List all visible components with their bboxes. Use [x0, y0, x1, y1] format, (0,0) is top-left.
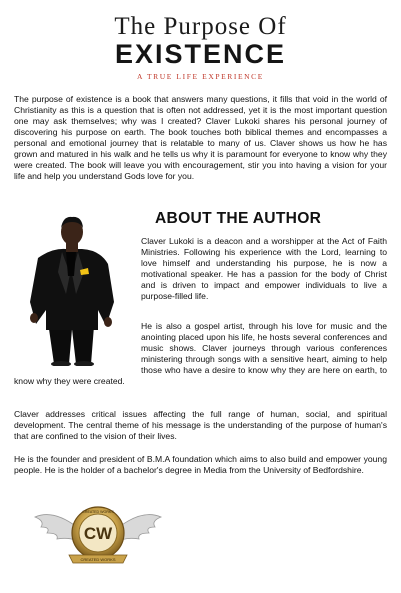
book-subtitle: A TRUE LIFE EXPERIENCE: [137, 72, 264, 81]
author-bio-paragraph-4: He is the founder and president of B.M.A foundation which aims to also build and empower young people. He is the holder of a bachelor's degree in Media from the University of Bedfordshire.: [14, 454, 387, 476]
photo-float-spacer: [14, 321, 141, 375]
about-author-heading: ABOUT THE AUTHOR: [155, 210, 322, 227]
book-description: The purpose of existence is a book that answers many questions, it fills that void in the world of Christianity as this is a question that is often not addressed, yet it is the most important question one may ask themselves; why was I created? Claver Lukoki shares his personal journey of discovering his purpose on earth. The book touches both biblical themes and encompasses a personal and emotional journey that is relatable to many of us. Claver shows us how he has grown and matured in his walk and he tells us why it is paramount for everyone to know why they were created. The book will leave you with encouragement, stir you into having a vision for your life and help you understand Gods love for you.: [14, 94, 387, 182]
publisher-logo: [33, 497, 163, 577]
author-bio-paragraph-1: Claver Lukoki is a deacon and a worshipper at the Act of Faith Ministries. Following his experience with the Lord, learning to love himself and understanding his purpose, he is now a motivational speaker. He has a passion for the body of Christ and is driven to impact and empower individuals to live a purpose-filled life.: [141, 236, 387, 302]
book-title-top: The Purpose Of: [114, 13, 287, 40]
svg-text:CREATED WORKS: CREATED WORKS: [82, 510, 114, 514]
book-title-main: EXISTENCE: [114, 39, 287, 69]
svg-text:CREATED WORKS: CREATED WORKS: [80, 556, 116, 562]
author-bio-paragraph-2: He is also a gospel artist, through his love for music and the anointing placed upon his life, he hosts several conferences and music shows. Claver journeys through various conferences ministering through songs with a sensitive heart, aiming to help those who have a desire to know why they are here on earth, to know why they were created.: [14, 321, 387, 387]
author-bio-paragraph-2-wrap: [14, 321, 387, 387]
author-bio-paragraph-3: Claver addresses critical issues affecting the full range of human, social, and spiritual development. The central theme of his message is the understanding of the purpose of human's that are confined to the vision of their lives.: [14, 409, 387, 442]
svg-text:CW: CW: [83, 524, 113, 543]
